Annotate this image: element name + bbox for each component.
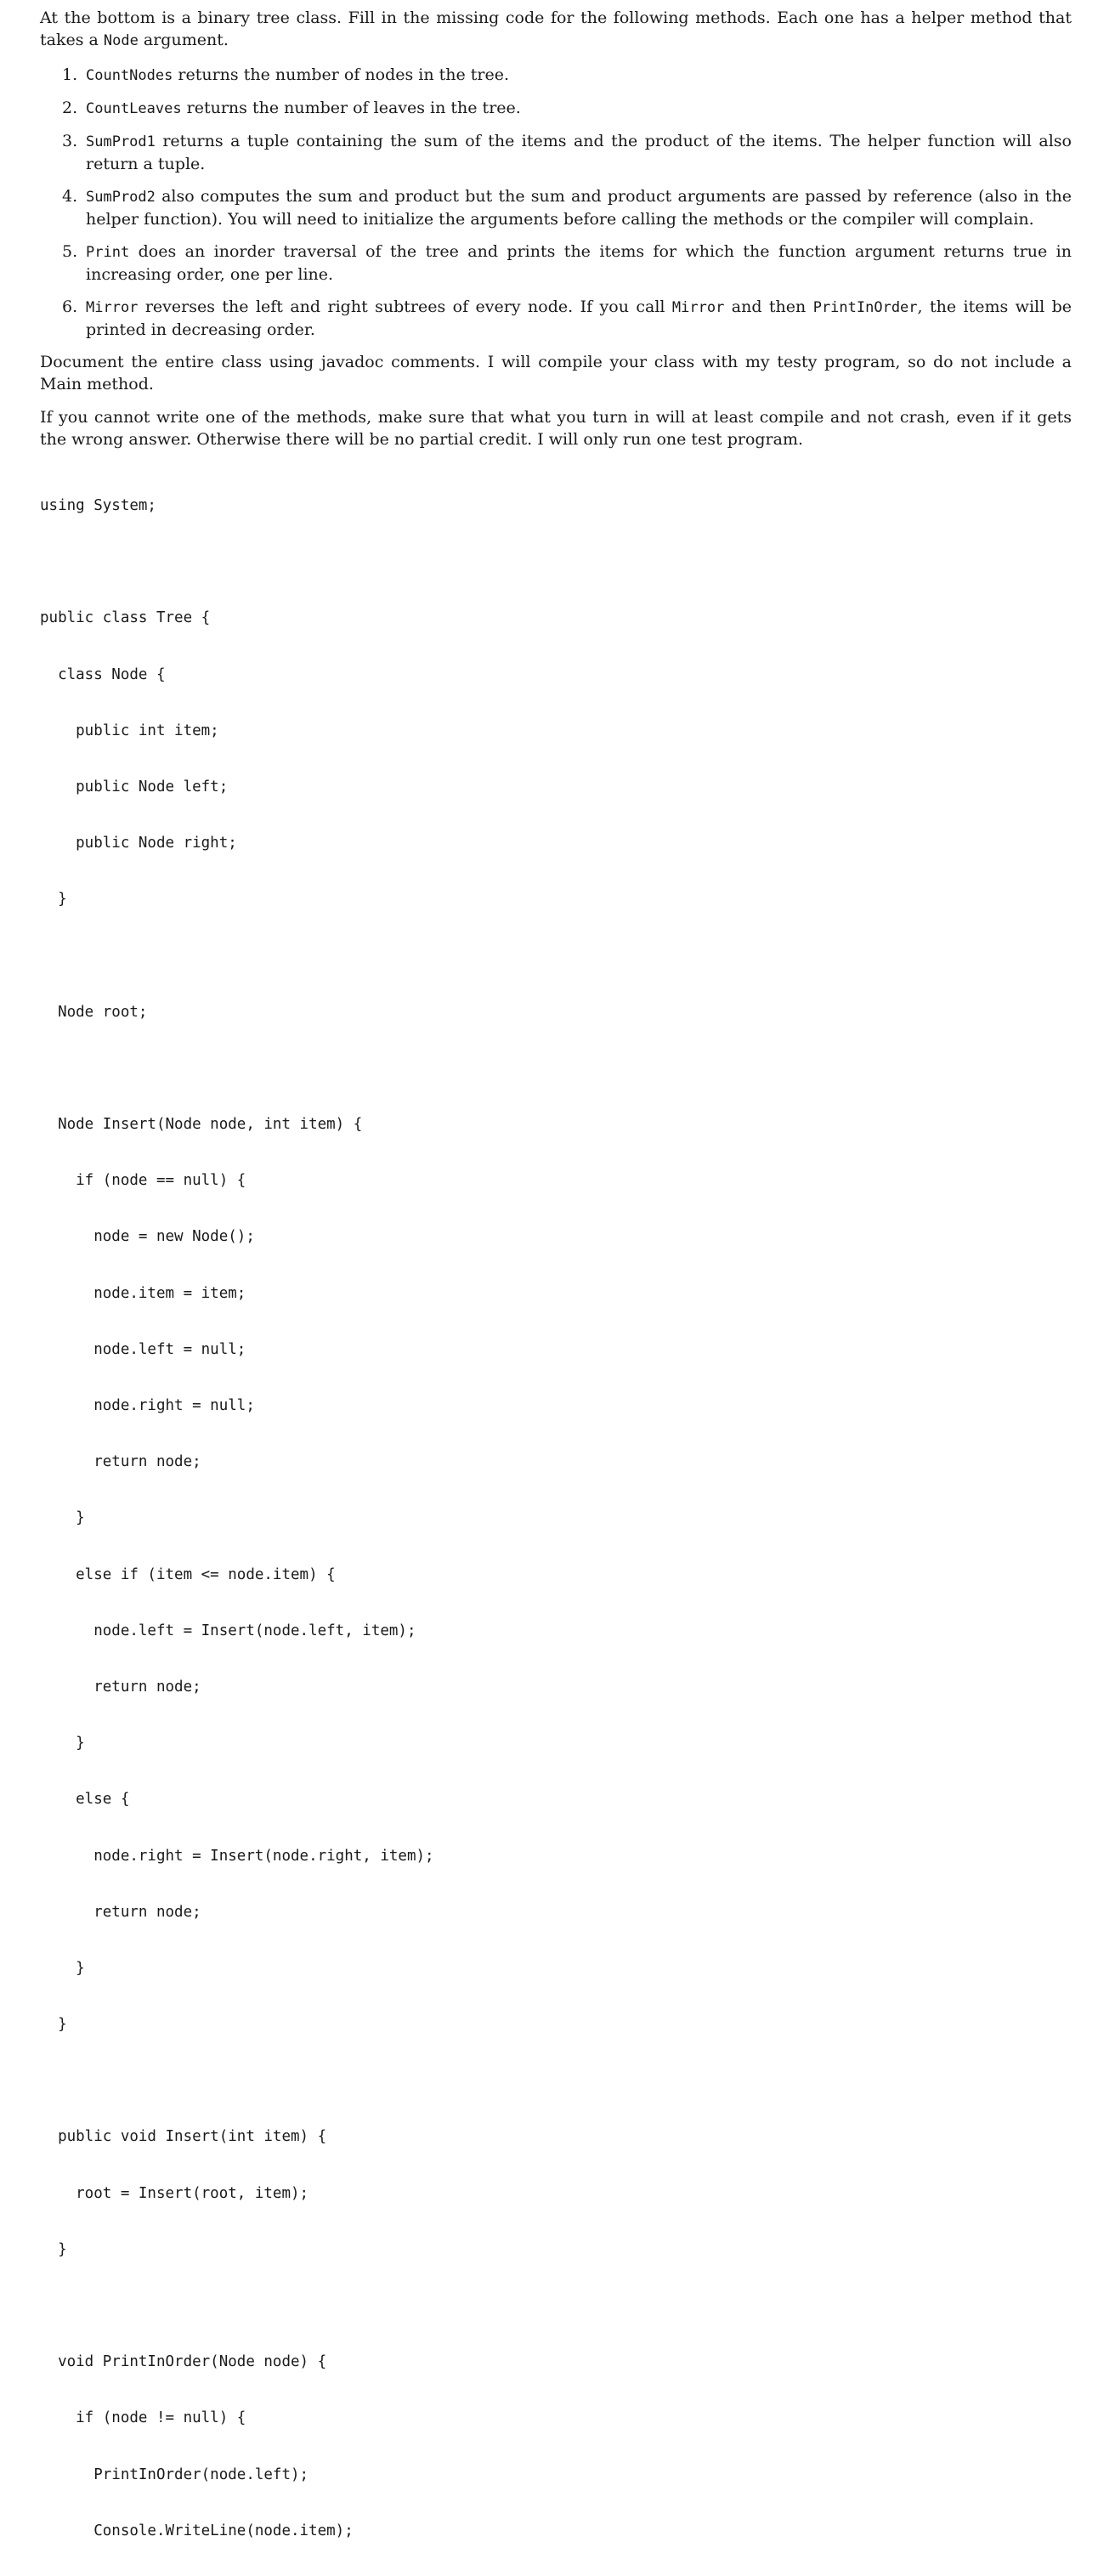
code-line: node.left = null; bbox=[40, 1340, 246, 1358]
code-line: return node; bbox=[40, 1678, 201, 1696]
task-number: 1. bbox=[62, 65, 78, 84]
code-line bbox=[40, 551, 1072, 573]
intro-text-after: argument. bbox=[138, 31, 229, 49]
code-line: PrintInOrder(node.left); bbox=[40, 2466, 309, 2483]
code-line: node.left = Insert(node.left, item); bbox=[40, 1622, 416, 1639]
code-line: Console.WriteLine(node.item); bbox=[40, 2522, 354, 2539]
document-page bbox=[40, 7, 1072, 2576]
task-number: 2. bbox=[62, 99, 78, 117]
task-method-name: SumProd1 bbox=[86, 133, 156, 150]
partial-credit-paragraph: If you cannot write one of the methods, make sure that what you turn in will at least compile and not crash, even if it gets the wrong answer. Otherwise there will be no partial credit. I will only run one test program. bbox=[40, 408, 1072, 449]
code-line bbox=[40, 945, 1072, 967]
code-line: } bbox=[40, 891, 67, 909]
code-line: node.right = Insert(node.right, item); bbox=[40, 1847, 434, 1865]
code-line: } bbox=[40, 1735, 85, 1752]
task-item-4 bbox=[40, 185, 1072, 229]
task-method-name: PrintInOrder bbox=[812, 299, 918, 316]
code-line: } bbox=[40, 2240, 67, 2258]
task-number: 6. bbox=[62, 297, 78, 316]
task-item-2 bbox=[40, 97, 1072, 119]
task-number: 5. bbox=[62, 242, 78, 261]
code-line: return node; bbox=[40, 1903, 201, 1921]
task-description: returns a tuple containing the sum of the items and the product of the items. The helper function will also return a tuple. bbox=[86, 132, 1072, 173]
code-line: return node; bbox=[40, 1453, 201, 1471]
task-item-5 bbox=[40, 241, 1072, 285]
task-item-6 bbox=[40, 296, 1072, 340]
code-line: public class Tree { bbox=[40, 609, 211, 627]
task-number: 3. bbox=[62, 132, 78, 150]
code-line: Node Insert(Node node, int item) { bbox=[40, 1116, 363, 1134]
code-line: } bbox=[40, 1509, 85, 1527]
task-description: and then bbox=[724, 297, 813, 316]
code-line: class Node { bbox=[40, 665, 166, 683]
code-line: public int item; bbox=[40, 722, 219, 739]
intro-text-before: At the bottom is a binary tree class. Fill in the missing code for the following methods. Each one has a helper method that takes a bbox=[40, 8, 1072, 49]
code-line: else if (item <= node.item) { bbox=[40, 1565, 336, 1583]
task-method-name: CountLeaves bbox=[86, 100, 182, 117]
code-line: else { bbox=[40, 1791, 130, 1809]
code-line: public Node right; bbox=[40, 835, 237, 852]
task-method-name: Mirror bbox=[86, 299, 139, 316]
code-line: root = Insert(root, item); bbox=[40, 2184, 309, 2202]
code-line: node = new Node(); bbox=[40, 1228, 255, 1246]
code-line: node.item = item; bbox=[40, 1284, 246, 1302]
task-description: reverses the left and right subtrees of every node. If you call bbox=[138, 297, 672, 316]
code-line: void PrintInOrder(Node node) { bbox=[40, 2353, 327, 2371]
code-line: if (node != null) { bbox=[40, 2409, 246, 2427]
code-line: node.right = null; bbox=[40, 1397, 255, 1414]
task-description: does an inorder traversal of the tree and prints the items for which the function argument returns true in increasing order, one per line. bbox=[86, 242, 1072, 284]
code-line: public void Insert(int item) { bbox=[40, 2128, 327, 2146]
code-line: } bbox=[40, 1959, 85, 1977]
task-description: also computes the sum and product but the sum and product arguments are passed by reference (also in the helper function). You will need to initialize the arguments before calling the methods or the compiler will complain. bbox=[86, 187, 1072, 229]
code-line: using System; bbox=[40, 497, 156, 514]
intro-paragraph bbox=[40, 7, 1072, 51]
code-line: } bbox=[40, 2016, 67, 2034]
intro-code-node: Node bbox=[103, 32, 139, 49]
task-list bbox=[40, 64, 1072, 340]
code-line bbox=[40, 2295, 1072, 2317]
task-method-name: Mirror bbox=[671, 299, 725, 316]
task-method-name: CountNodes bbox=[86, 67, 173, 84]
task-method-name: SumProd2 bbox=[86, 189, 156, 206]
task-description: returns the number of leaves in the tree. bbox=[181, 99, 521, 117]
code-line bbox=[40, 2069, 1072, 2092]
code-line bbox=[40, 1057, 1072, 1079]
task-method-name: Print bbox=[86, 244, 130, 261]
task-item-3 bbox=[40, 130, 1072, 174]
task-item-1 bbox=[40, 64, 1072, 86]
task-description: , the items will be printed in decreasing order. bbox=[86, 297, 1073, 339]
code-line: public Node left; bbox=[40, 778, 229, 795]
task-number: 4. bbox=[62, 187, 78, 206]
code-line: Node root; bbox=[40, 1003, 148, 1021]
task-description: returns the number of nodes in the tree. bbox=[173, 65, 510, 84]
code-line: if (node == null) { bbox=[40, 1172, 246, 1190]
document-instructions-paragraph: Document the entire class using javadoc comments. I will compile your class with my testy program, so do not include a Main method. bbox=[40, 353, 1072, 393]
code-listing bbox=[40, 461, 1072, 2576]
